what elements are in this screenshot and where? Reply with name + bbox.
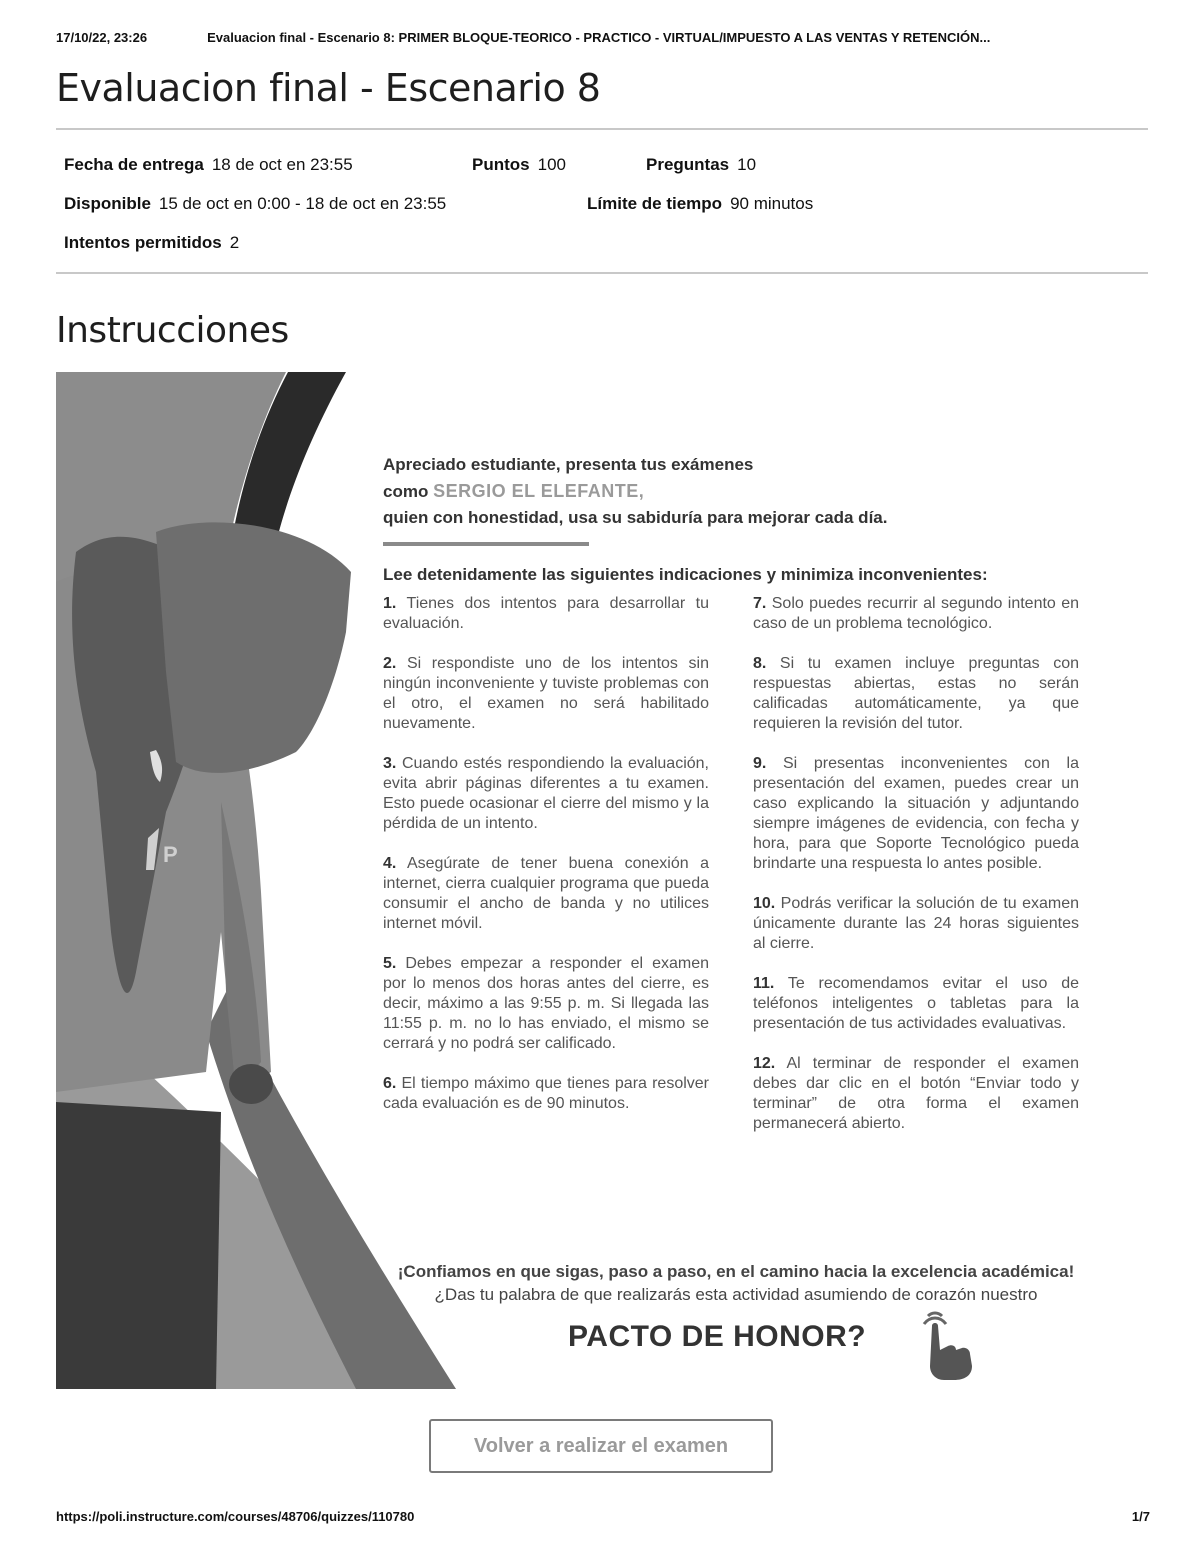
banner-intro: Apreciado estudiante, presenta tus exámenes como SERGIO EL ELEFANTE, quien con honestidad, usa su sabiduría para mejorar cada día. [383,455,888,527]
instruction-item: 1. Tienes dos intentos para desarrollar tu evaluación. [383,595,709,632]
availability: Disponible 15 de oct en 0:00 - 18 de oct en 23:55 [64,194,447,213]
instructions-column-left [383,594,709,1134]
instruction-item: 9. Si presentas inconvenientes con la presentación del examen, puedes crear un caso explicando la situación y adjuntando siempre imágenes de evidencia, con fecha y hora, para que Soporte Tecnológico pueda brindarte una respuesta lo antes posible. [753,755,1079,872]
instruction-item: 2. Si respondiste uno de los intentos sin ningún inconveniente y tuviste problemas con el otro, el examen no será habilitado nuevamente. [383,655,709,732]
hoodie-logo: P [163,842,178,867]
due-date: Fecha de entrega 18 de oct en 23:55 [64,155,353,174]
page-title: Evaluacion final - Escenario 8 [56,66,601,110]
instruction-item: 12. Al terminar de responder el examen debes dar clic en el botón “Enviar todo y terminar” de otra forma el examen permanecerá abierto. [753,1055,1079,1132]
print-footer [56,1509,1150,1524]
instruction-item: 5. Debes empezar a responder el examen por lo menos dos horas antes del cierre, es decir, máximo a las 9:55 p. m. Si llegada las 11:55 p. m. no lo has enviado, el mismo se cerrará y no podrá ser calificado. [383,955,710,1052]
closing-question: ¿Das tu palabra de que realizarás esta actividad asumiendo de corazón nuestro [434,1285,1038,1304]
time-limit: Límite de tiempo 90 minutos [587,194,814,213]
honor-pact-title: PACTO DE HONOR? [568,1320,867,1353]
print-page-title: Evaluacion final - Escenario 8: PRIMER BLOQUE-TEORICO - PRACTICO - VIRTUAL/IMPUESTO A LAS VENTAS Y RETENCIÓN... [207,30,991,45]
banner-divider [383,542,589,546]
instruction-item: 3. Cuando estés respondiendo la evaluación, evita abrir páginas diferentes a tu examen. Esto puede ocasionar el cierre del mismo y la pérdida de un intento. [383,755,710,832]
instruction-item: 11. Te recomendamos evitar el uso de teléfonos inteligentes o tabletas para la presentación de tus actividades evaluativas. [753,975,1080,1032]
attempts-allowed: Intentos permitidos 2 [64,233,240,252]
instruction-item: 8. Si tu examen incluye preguntas con respuestas abiertas, estas no serán calificadas automáticamente, ya que requieren la revisión del tutor. [753,655,1080,732]
banner-lead: Lee detenidamente las siguientes indicaciones y minimiza inconvenientes: [383,565,988,584]
instructions-banner [56,372,1148,1389]
closing-line: ¡Confiamos en que sigas, paso a paso, en el camino hacia la excelencia académica! [397,1262,1075,1281]
instruction-item: 4. Asegúrate de tener buena conexión a internet, cierra cualquier programa que pueda consumir el ancho de banda y no utilices internet móvil. [383,855,710,932]
divider [56,272,1148,274]
page-number: 1/7 [1131,1509,1150,1524]
divider [56,128,1148,130]
instruction-item: 7. Solo puedes recurrir al segundo intento en caso de un problema tecnológico. [753,595,1079,632]
print-url: https://poli.instructure.com/courses/48706/quizzes/110780 [56,1509,415,1524]
instruction-item: 10. Podrás verificar la solución de tu examen únicamente durante las 24 horas siguientes al cierre. [753,895,1079,952]
questions: Preguntas 10 [646,155,757,174]
print-header [56,30,1150,45]
instruction-item: 6. El tiempo máximo que tienes para resolver cada evaluación es de 90 minutos. [383,1075,709,1112]
retake-quiz-button[interactable]: Volver a realizar el examen [429,1419,773,1473]
points: Puntos 100 [472,155,566,174]
instructions-heading: Instrucciones [56,310,289,351]
print-datetime: 17/10/22, 23:26 [56,30,148,45]
pointing-hand-icon [918,1310,978,1382]
instructions-column-right [753,594,1079,1154]
